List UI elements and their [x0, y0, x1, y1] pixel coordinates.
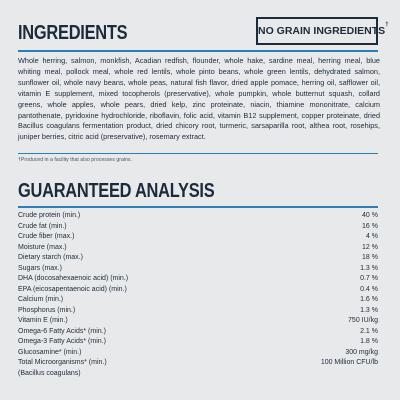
- analysis-label: Phosphorus (min.): [18, 306, 76, 314]
- analysis-value: 1.3 %: [360, 306, 378, 314]
- analysis-value: 0.7 %: [360, 275, 378, 282]
- analysis-row: [18, 327, 378, 338]
- analysis-value: 100 Million CFU/lb: [320, 359, 378, 366]
- analysis-row: [18, 348, 378, 359]
- analysis-row: [18, 285, 378, 296]
- analysis-value: 750 IU/kg: [348, 317, 378, 324]
- analysis-value: 12 %: [362, 243, 378, 251]
- analysis-row: [18, 295, 378, 306]
- analysis-label: (Bacillus coagulans): [18, 369, 81, 377]
- analysis-value: 300 mg/kg: [345, 348, 378, 356]
- badge-mark: †: [385, 22, 389, 28]
- analysis-row: [18, 264, 378, 275]
- analysis-label: Crude fiber (max.): [18, 233, 75, 240]
- analysis-value: 40 %: [362, 212, 378, 219]
- analysis-row: [18, 253, 378, 264]
- analysis-value: 1.3 %: [360, 264, 378, 272]
- analysis-row: [18, 337, 378, 348]
- analysis-row: [18, 222, 378, 233]
- analysis-label: Glucosamine* (min.): [18, 348, 82, 356]
- analysis-value: 1.6 %: [360, 296, 378, 303]
- analysis-label: EPA (eicosapentaenoic acid) (min.): [18, 285, 127, 293]
- analysis-value: 0.4 %: [360, 285, 378, 293]
- analysis-label: Calcium (min.): [18, 296, 64, 303]
- analysis-label: Omega-6 Fatty Acids* (min.): [18, 327, 106, 335]
- analysis-label: Sugars (max.): [18, 264, 62, 272]
- analysis-value: 16 %: [362, 222, 378, 230]
- analysis-title: GUARANTEED ANALYSIS: [18, 180, 215, 202]
- analysis-divider: [18, 206, 378, 208]
- analysis-value: 2.1 %: [360, 327, 378, 335]
- analysis-row: [18, 274, 378, 285]
- analysis-row: [18, 211, 378, 222]
- analysis-row: [18, 306, 378, 317]
- analysis-label: Dietary starch (max.): [18, 254, 83, 261]
- badge-text: NO GRAIN INGREDIENTS: [258, 25, 386, 37]
- analysis-value: 18 %: [362, 254, 378, 261]
- analysis-value: 1.8 %: [360, 338, 378, 345]
- analysis-table: [18, 211, 378, 379]
- analysis-label: Crude protein (min.): [18, 212, 81, 219]
- analysis-row: [18, 358, 378, 369]
- analysis-row: [18, 243, 378, 254]
- analysis-label: Crude fat (min.): [18, 222, 67, 230]
- analysis-label: Moisture (max.): [18, 243, 67, 251]
- footnote: †Produced in a facility that also processes grains.: [18, 157, 132, 163]
- ingredients-title: INGREDIENTS: [18, 22, 128, 44]
- ingredients-divider: [18, 50, 378, 52]
- analysis-value: 4 %: [365, 233, 378, 240]
- analysis-label: Total Microorganisms* (min.): [18, 359, 107, 366]
- footnote-divider: [18, 153, 378, 154]
- analysis-row: [18, 369, 378, 380]
- analysis-label: Omega-3 Fatty Acids* (min.): [18, 338, 106, 345]
- analysis-label: DHA (docosahexaenoic acid) (min.): [18, 275, 129, 282]
- analysis-row: [18, 316, 378, 327]
- ingredients-list: Whole herring, salmon, monkfish, Acadian redfish, flounder, whole hake, sardine meal, herring meal, blue whiting meal, pollock meal, whole red lentils, whole pinto beans, whole green lentils, dehydrated salmon, sunflower oil, whole navy beans, whole peas, natural fish flavor, dried apple pomace, herring oil, safflower oil, vitamin E supplement, mixed tocopherols (preservative), whole pumpkin, whole butternut squash, collard greens, whole apples, whole pears, dried kelp, zinc proteinate, niacin, thiamine mononitrate, calcium pantothenate, pyridoxine hydrochloride, riboflavin, folic acid, vitamin B12 supplement, copper proteinate, dried Bacillus coagulans fermentation product, dried chicory root, turmeric, sarsaparilla root, althea root, rosehips, juniper berries, citric acid (preservative), rosemary extract.: [18, 56, 380, 142]
- analysis-row: [18, 232, 378, 243]
- no-grain-badge: [256, 17, 389, 45]
- analysis-label: Vitamin E (min.): [18, 317, 68, 324]
